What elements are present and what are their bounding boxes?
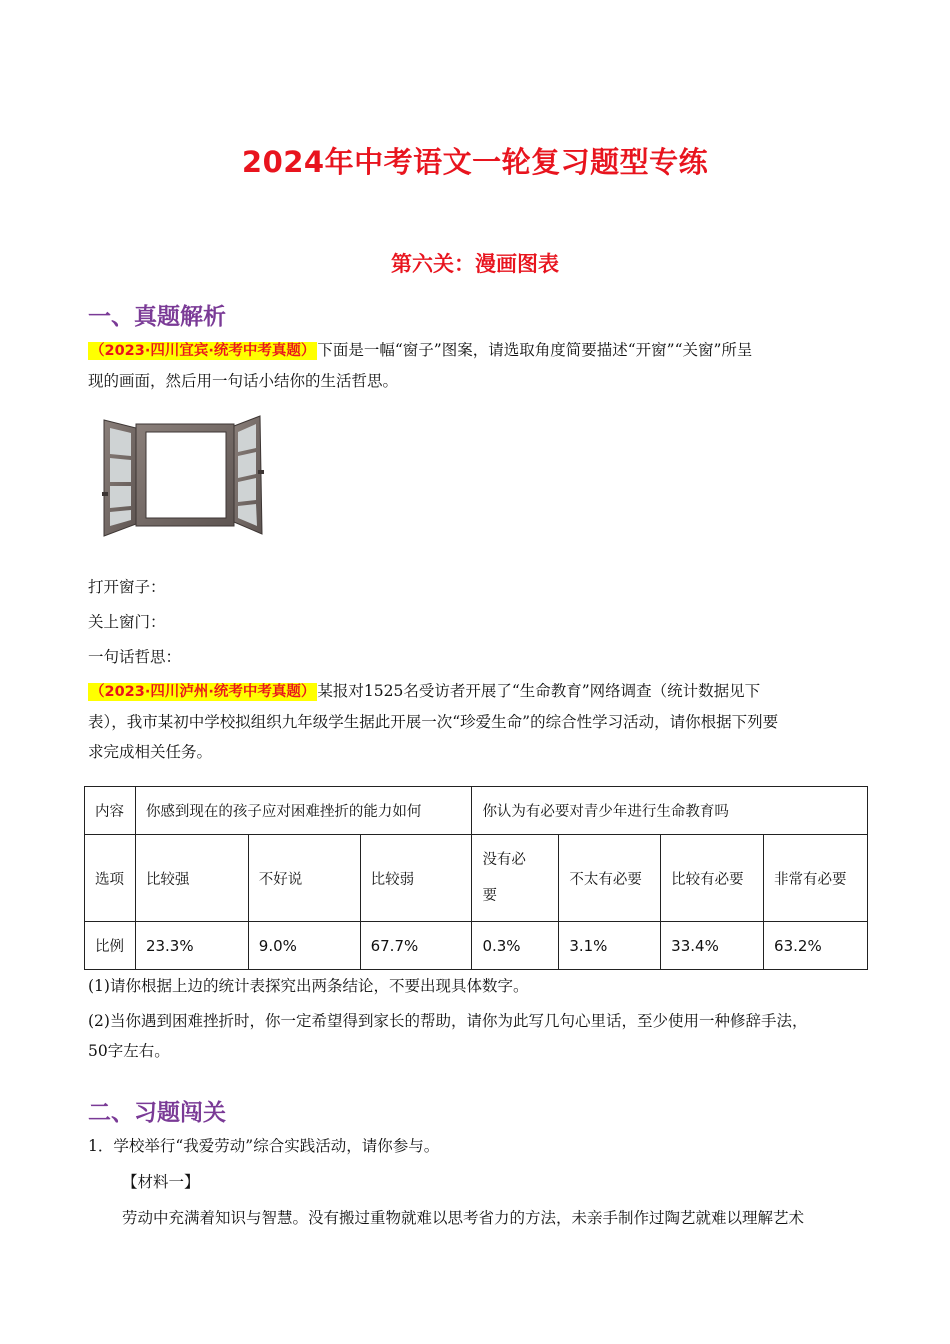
- question-1-prompt: [88, 335, 868, 396]
- question-2-prompt: [88, 676, 878, 767]
- question-1-text-line2: 现的画面，然后用一句话小结你的生活哲思。: [88, 372, 399, 390]
- answer-philosophy: 一句话哲思：: [88, 648, 182, 666]
- table-cell-ratio: 9.0%: [248, 922, 360, 970]
- table-header-question-a: 你感到现在的孩子应对困难挫折的能力如何: [135, 787, 472, 835]
- table-cell-label-option: 选项: [85, 835, 136, 922]
- question-1-text-line1: 下面是一幅“窗子”图案，请选取角度简要描述“开窗”“关窗”所呈: [317, 341, 753, 359]
- question-2-text-line3: 求完成相关任务。: [88, 743, 213, 761]
- answer-open-window: 打开窗子：: [88, 578, 166, 596]
- page-title: 2024年中考语文一轮复习题型专练: [241, 145, 709, 179]
- table-header-question-b: 你认为有必要对青少年进行生命教育吗: [472, 787, 868, 835]
- section-heading-real-exam: 一、真题解析: [88, 304, 226, 330]
- question-2-sub-2-line1: (2)当你遇到困难挫折时，你一定希望得到家长的帮助，请你为此写几句心里话，至少使用一种修辞手法，: [88, 1012, 808, 1030]
- page-subtitle: 第六关：漫画图表: [391, 252, 559, 276]
- window-illustration-icon: [100, 412, 270, 540]
- table-cell-option-line: 没有必: [482, 852, 526, 868]
- table-cell-ratio: 63.2%: [764, 922, 868, 970]
- question-1-source-tag: （2023·四川宜宾·统考中考真题）: [90, 343, 316, 359]
- table-cell-option: 不太有必要: [559, 835, 661, 922]
- question-2-text-line1: 某报对1525名受访者开展了“生命教育”网络调查（统计数据见下: [317, 682, 761, 700]
- exercise-1-text: 1．学校举行“我爱劳动”综合实践活动，请你参与。: [88, 1137, 440, 1155]
- question-2-sub-2: [88, 1006, 878, 1066]
- table-cell-label-ratio: 比例: [85, 922, 136, 970]
- table-cell-option-line: 要: [482, 888, 497, 904]
- table-row: [85, 922, 868, 970]
- answer-close-window: 关上窗门：: [88, 613, 166, 631]
- window-illustration: [100, 412, 270, 540]
- question-2-text-line2: 表），我市某初中学校拟组织九年级学生据此开展一次“珍爱生命”的综合性学习活动，请你根据下列要: [88, 713, 779, 731]
- table-cell-option: 非常有必要: [764, 835, 868, 922]
- table-cell-option: 不好说: [248, 835, 360, 922]
- question-2-source-tag: （2023·四川泸州·统考中考真题）: [90, 684, 316, 700]
- question-2-sub-1: (1)请你根据上边的统计表探究出两条结论，不要出现具体数字。: [88, 977, 529, 995]
- table-cell-option: 比较弱: [360, 835, 472, 922]
- survey-table: [84, 786, 868, 970]
- table-cell-option: 比较强: [135, 835, 248, 922]
- table-row: [85, 787, 868, 835]
- table-cell-label-content: 内容: [85, 787, 136, 835]
- table-cell-ratio: 67.7%: [360, 922, 472, 970]
- table-cell-ratio: 23.3%: [135, 922, 248, 970]
- material-1-label: 【材料一】: [122, 1173, 200, 1191]
- table-cell-ratio: 3.1%: [559, 922, 661, 970]
- section-heading-exercises: 二、习题闯关: [88, 1100, 226, 1126]
- question-2-sub-2-line2: 50字左右。: [88, 1042, 170, 1060]
- table-row: [85, 835, 868, 922]
- table-cell-ratio: 33.4%: [661, 922, 764, 970]
- material-1-text: 劳动中充满着知识与智慧。没有搬过重物就难以思考省力的方法，未亲手制作过陶艺就难以理解艺术: [122, 1209, 805, 1227]
- table-cell-option: [472, 835, 559, 922]
- table-cell-option: 比较有必要: [661, 835, 764, 922]
- table-cell-ratio: 0.3%: [472, 922, 559, 970]
